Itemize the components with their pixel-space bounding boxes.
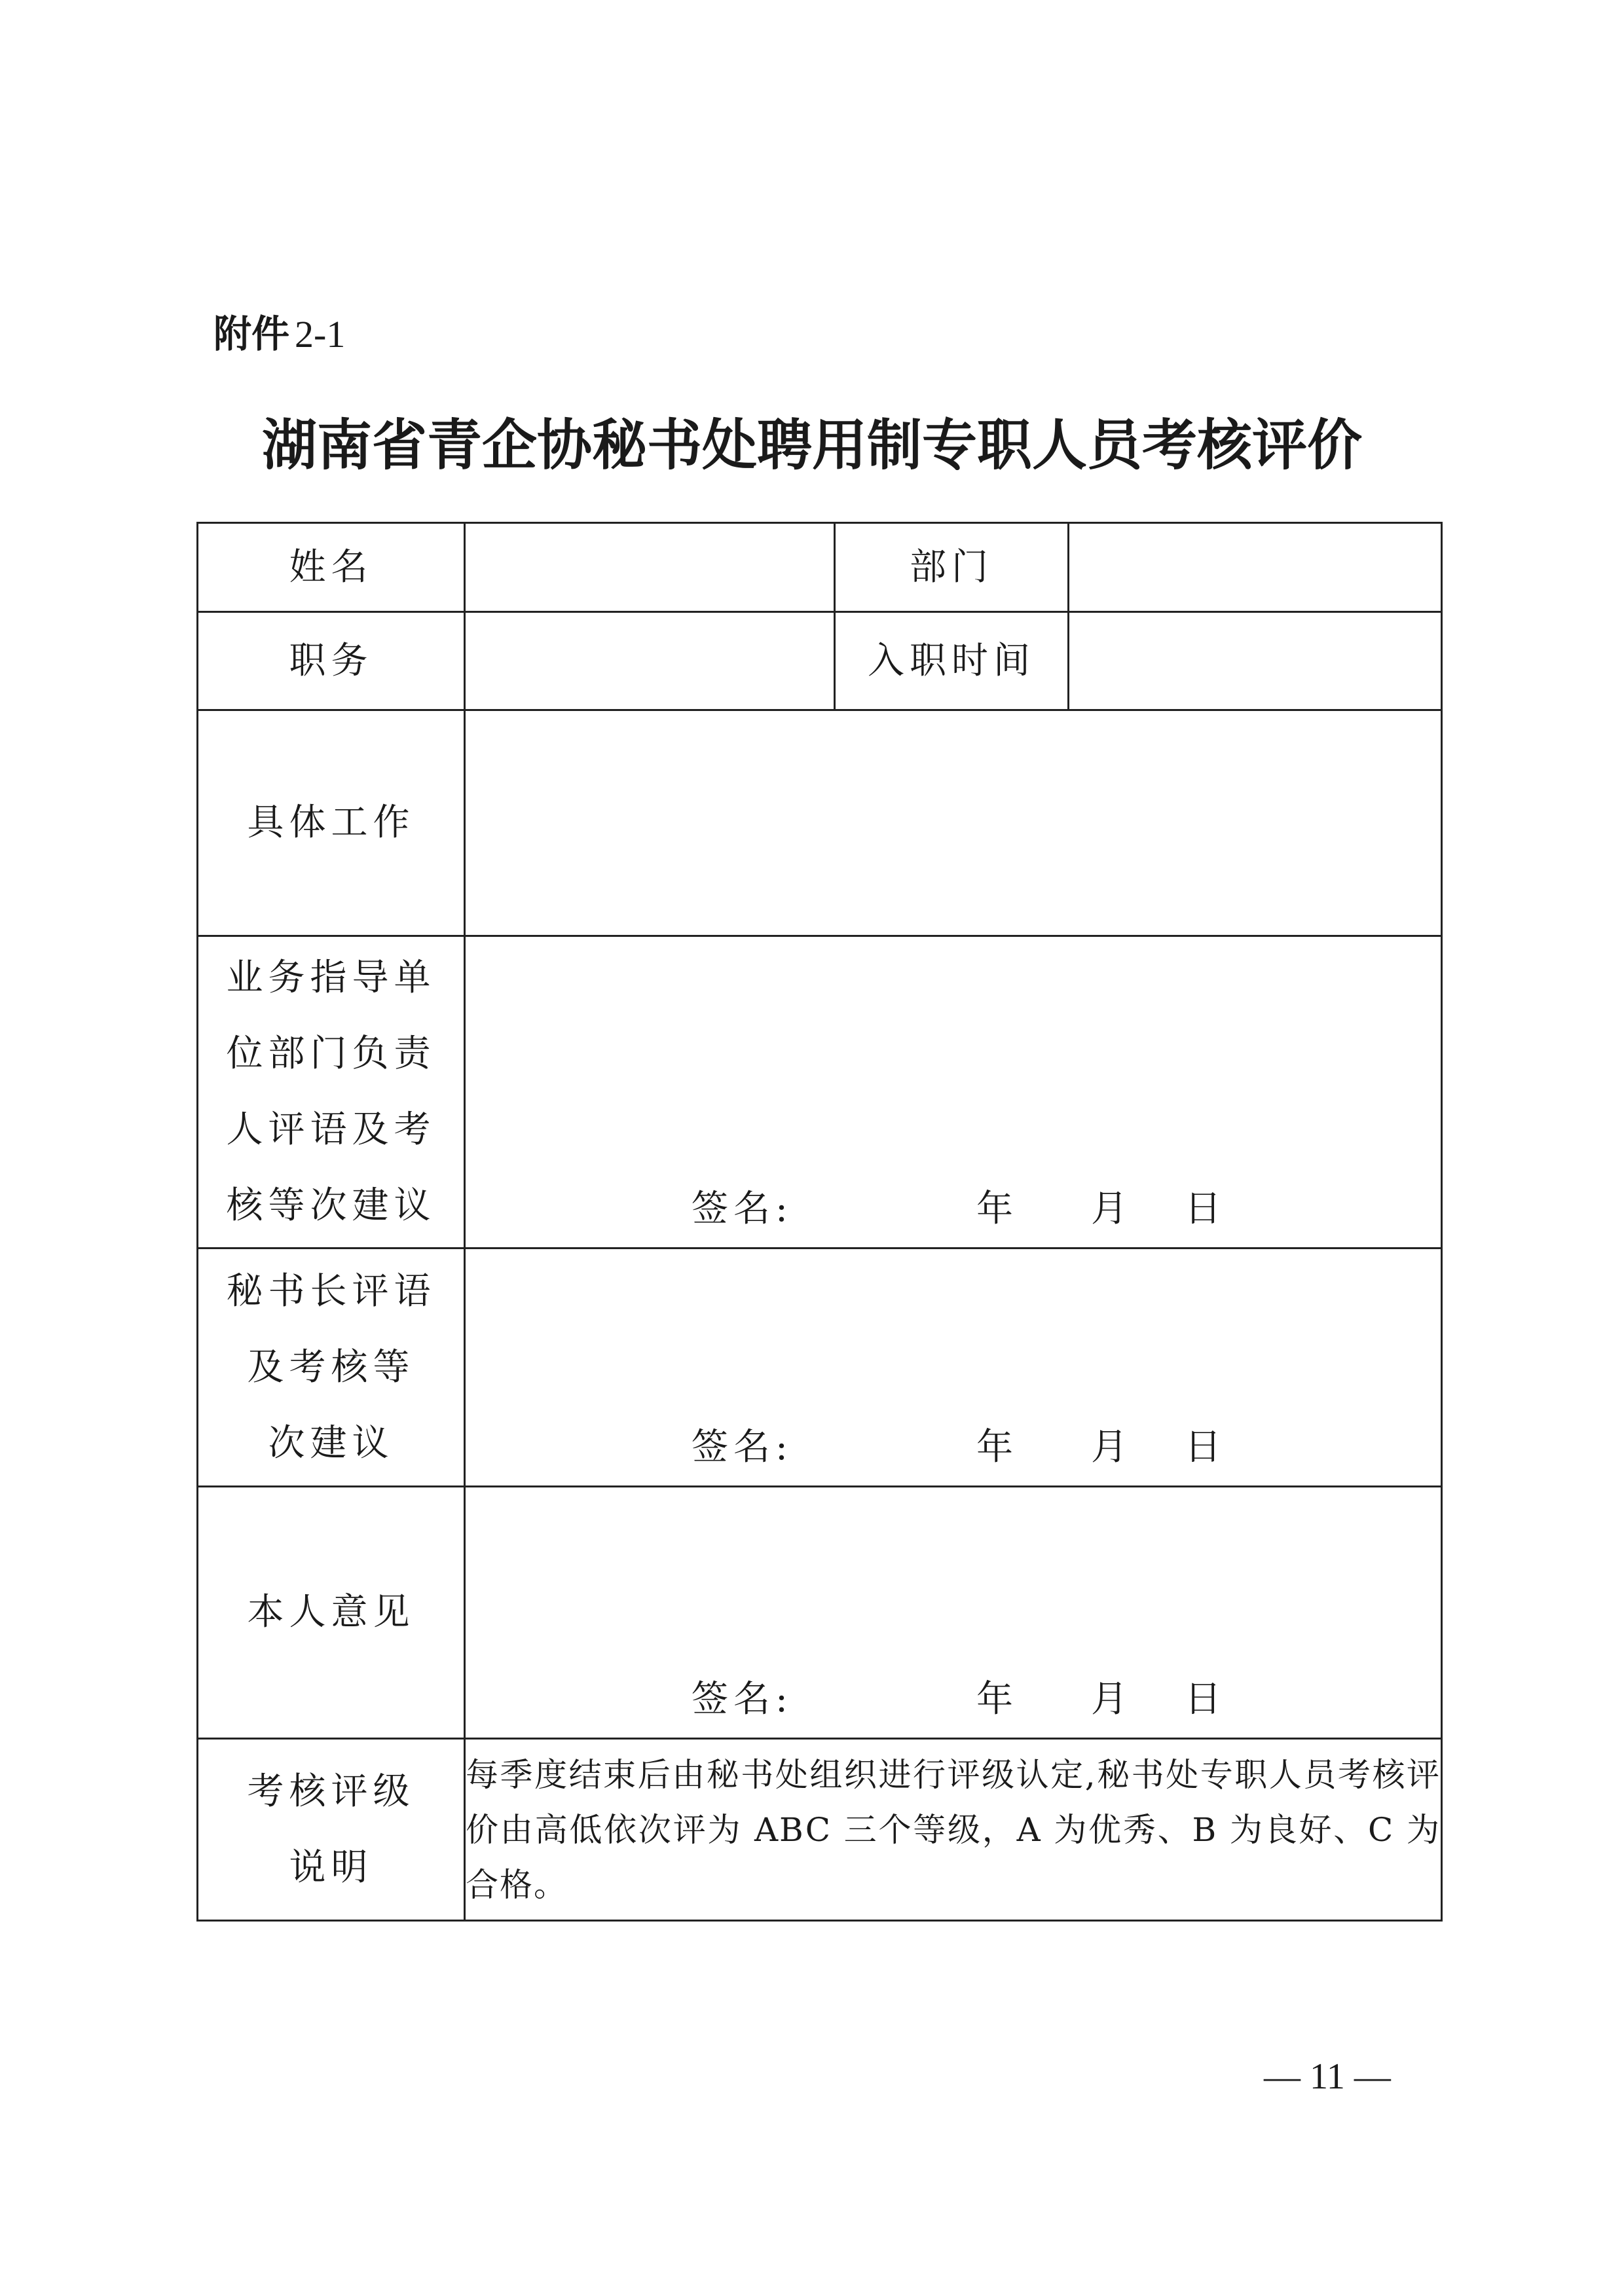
hire-date-field[interactable]: [1069, 612, 1442, 710]
supervisor-label-line: 核等次建议: [226, 1184, 436, 1227]
supervisor-label-line: 业务指导单: [226, 957, 436, 999]
secretary-label-line: 及考核等: [247, 1345, 415, 1389]
month-label: 月: [1091, 1678, 1128, 1721]
secretary-general-comment-field[interactable]: [465, 1248, 1442, 1487]
evaluation-form: [196, 522, 1443, 1922]
secretary-label-line: 秘书长评语: [226, 1269, 436, 1313]
work-field[interactable]: [465, 710, 1442, 936]
attachment-number: 2-1: [295, 313, 346, 355]
signature-label: 签名:: [692, 1678, 793, 1721]
self-opinion-label: 本人意见: [198, 1487, 465, 1739]
name-label: 姓名: [198, 523, 465, 612]
rating-label-line: 说明: [289, 1846, 373, 1889]
supervisor-label-line: 人评语及考: [226, 1108, 436, 1151]
page-number: — 11 —: [1264, 2056, 1391, 2097]
year-label: 年: [976, 1188, 1013, 1230]
signature-label: 签名:: [692, 1426, 793, 1468]
day-label: 日: [1185, 1426, 1221, 1468]
signature-label: 签名:: [692, 1188, 793, 1230]
year-label: 年: [976, 1678, 1013, 1721]
hire-date-label: 入职时间: [835, 612, 1069, 710]
attachment-prefix: 附件: [213, 312, 290, 356]
page-title: 湖南省青企协秘书处聘用制专职人员考核评价: [261, 413, 1362, 477]
rating-label-line: 考核评级: [247, 1770, 415, 1813]
supervisor-label-line: 位部门负责: [226, 1032, 436, 1075]
position-label: 职务: [198, 612, 465, 710]
day-label: 日: [1185, 1678, 1221, 1721]
month-label: 月: [1091, 1426, 1128, 1468]
work-label: 具体工作: [198, 710, 465, 936]
department-label: 部门: [835, 523, 1069, 612]
name-field[interactable]: [465, 523, 835, 612]
secretary-general-comment-label: [198, 1248, 465, 1487]
supervisor-comment-label: [198, 936, 465, 1248]
year-label: 年: [976, 1426, 1013, 1468]
attachment-label: [213, 308, 345, 361]
month-label: 月: [1091, 1188, 1128, 1230]
day-label: 日: [1185, 1188, 1221, 1230]
supervisor-comment-field[interactable]: [465, 936, 1442, 1248]
self-opinion-field[interactable]: [465, 1487, 1442, 1739]
department-field[interactable]: [1069, 523, 1442, 612]
position-field[interactable]: [465, 612, 835, 710]
rating-note-text: 每季度结束后由秘书处组织进行评级认定,秘书处专职人员考核评价由高低依次评为 ABC 三个等级，A 为优秀、B 为良好、C 为合格。: [465, 1739, 1442, 1921]
rating-note-label: [198, 1739, 465, 1921]
secretary-label-line: 次建议: [268, 1421, 394, 1465]
